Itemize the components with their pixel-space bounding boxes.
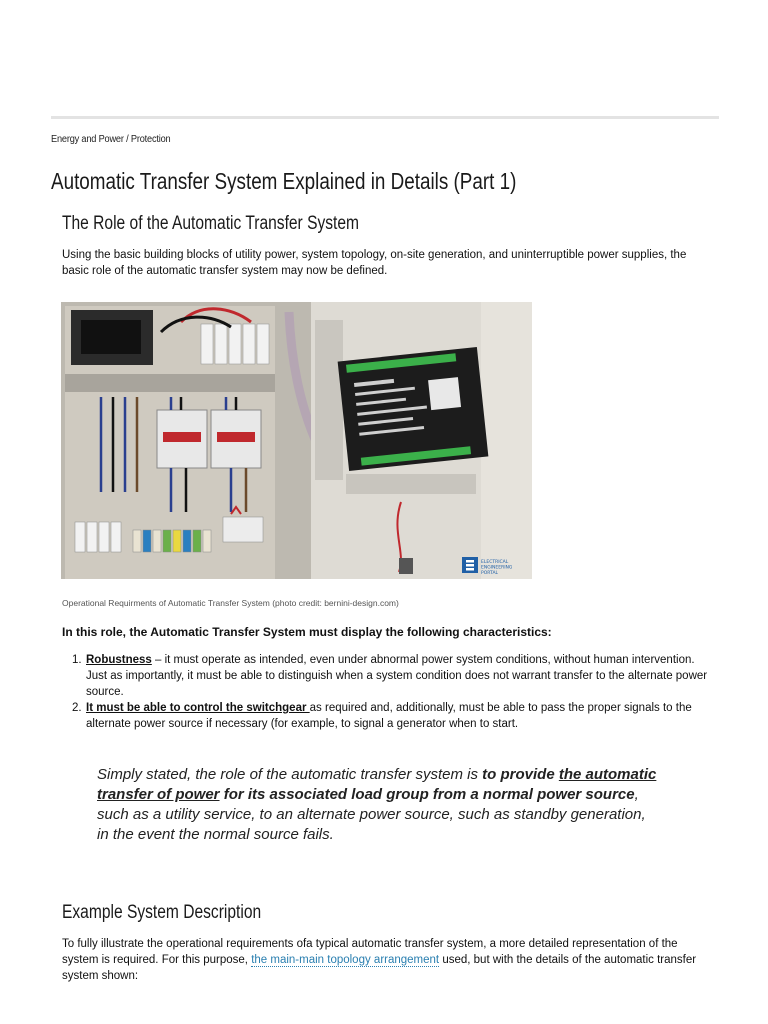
quote-part-5: , such as a utility service, to an alternate power source, such as standby generation, in the event the normal source fails.	[97, 786, 646, 843]
section-heading-example: Example System Description	[62, 902, 262, 923]
example-text-start: To fully illustrate the operational requirements ofa typical automatic transfer system, a more detailed representation of the system is required. For this purpose,	[62, 938, 678, 966]
header-divider	[51, 116, 719, 119]
characteristics-list	[62, 652, 712, 732]
photo-caption: Operational Requirments of Automatic Transfer System (photo credit: bernini-design.com)	[62, 598, 399, 608]
breadcrumb-subcategory-link[interactable]: Protection	[130, 134, 171, 145]
quote-part-4: for its associated load group from a normal power source	[219, 786, 635, 803]
breadcrumb	[51, 134, 170, 145]
intro-paragraph: Using the basic building blocks of utility power, system topology, on-site generation, and uninterruptible power supplies, the basic role of the automatic transfer system may now be defined.	[62, 249, 687, 277]
pull-quote	[97, 765, 657, 845]
characteristics-intro: In this role, the Automatic Transfer System must display the following characteristics:	[62, 625, 552, 639]
section-heading-role: The Role of the Automatic Transfer System	[62, 213, 360, 234]
watermark-line-2: ENGINEERING	[481, 565, 513, 571]
page-title: Automatic Transfer System Explained in Details (Part 1)	[51, 168, 517, 194]
list-item-number: 1.	[72, 654, 82, 666]
watermark-line-1: ELECTRICAL	[481, 560, 509, 565]
quote-part-2: to provide	[482, 766, 559, 783]
quote-part-1: Simply stated, the role of the automatic transfer system is	[97, 766, 483, 783]
breadcrumb-category-link[interactable]: Energy and Power	[51, 134, 124, 145]
breadcrumb-separator: /	[123, 134, 131, 145]
list-item-lead: Robustness	[86, 654, 152, 666]
main-main-topology-link[interactable]: the main-main topology arrangement	[251, 954, 440, 966]
ats-panel-photo	[61, 302, 532, 579]
example-paragraph	[62, 936, 712, 984]
quote-part-3: the automatic transfer of power	[97, 766, 657, 803]
list-item-lead: It must be able to control the switchgear	[86, 702, 310, 714]
list-item	[62, 700, 712, 732]
example-text-end: used, but with the details of the automatic transfer system shown:	[62, 954, 697, 982]
watermark-line-3: PORTAL	[481, 571, 499, 576]
list-item	[62, 652, 712, 700]
list-item-text: – it must operate as intended, even under abnormal power system conditions, without human intervention. Just as importantly, it must be able to distinguish when a system condition does not warrant transfer to the alternate power source.	[86, 654, 708, 698]
list-item-text: as required and, additionally, must be able to pass the proper signals to the alternate power source if necessary (for example, to signal a generator when to start.	[86, 702, 692, 730]
list-item-number: 2.	[72, 702, 82, 714]
